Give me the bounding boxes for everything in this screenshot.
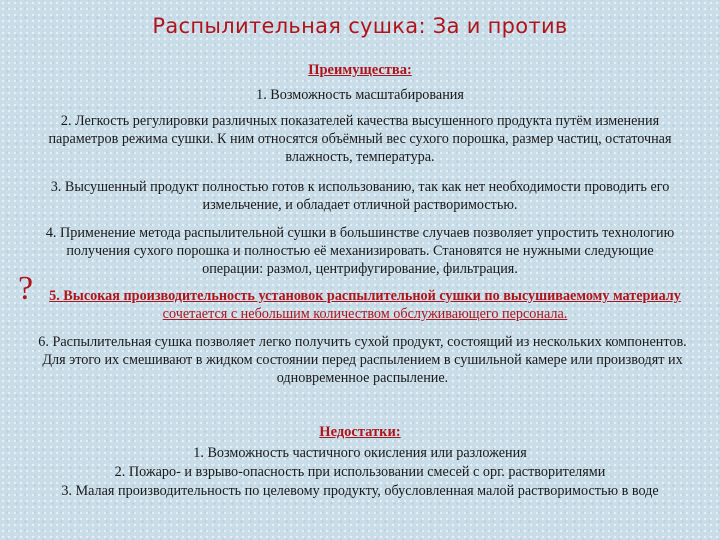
advantage-item-4: 4. Применение метода распылительной сушки в большинстве случаев позволяет упростить технологию получения сухого порошка и полностью её механизировать. Становятся не нужными следующие операции: размол, центрифугирование, фильтрация.	[45, 225, 675, 277]
advantage-item-3: 3. Высушенный продукт полностью готов к использованию, так как нет необходимости проводить его измельчение, и обладает отличной растворимостью.	[50, 179, 670, 213]
advantage-item-5	[40, 287, 690, 323]
advantage-item-1: 1. Возможность масштабирования	[256, 87, 464, 103]
advantages-heading: Преимущества:	[308, 62, 412, 78]
advantage-item-5-highlight-material: материалу	[612, 288, 681, 304]
advantage-item-6: 6. Распылительная сушка позволяет легко получить сухой продукт, состоящий из нескольких компонентов. Для этого их смешивают в жидком состоянии перед распылением в сушильной камере или производят их одновременное распыление.	[38, 334, 687, 386]
disadvantages-heading: Недостатки:	[319, 424, 401, 440]
advantage-item-2: 2. Легкость регулировки различных показателей качества высушенного продукта путём изменения параметров режима сушки. К ним относятся объёмный вес сухого порошка, размер частиц, остаточная влажность, температура.	[48, 113, 672, 165]
advantage-item-5-highlight: 5. Высокая производительность установок распылительной сушки по высушиваемому	[49, 288, 613, 304]
disadvantage-item-2: 2. Пожаро- и взрыво-опасность при использовании смесей с орг. растворителями	[114, 464, 606, 480]
slide-title: Распылительная сушка: За и против	[152, 14, 568, 38]
disadvantage-item-1: 1. Возможность частичного окисления или разложения	[193, 445, 527, 461]
disadvantage-item-3: 3. Малая производительность по целевому продукту, обусловленная малой растворимостью в воде	[61, 483, 659, 499]
question-mark: ?	[18, 270, 34, 307]
advantage-item-5-rest: сочетается с небольшим количеством обслуживающего персонала.	[162, 306, 568, 322]
